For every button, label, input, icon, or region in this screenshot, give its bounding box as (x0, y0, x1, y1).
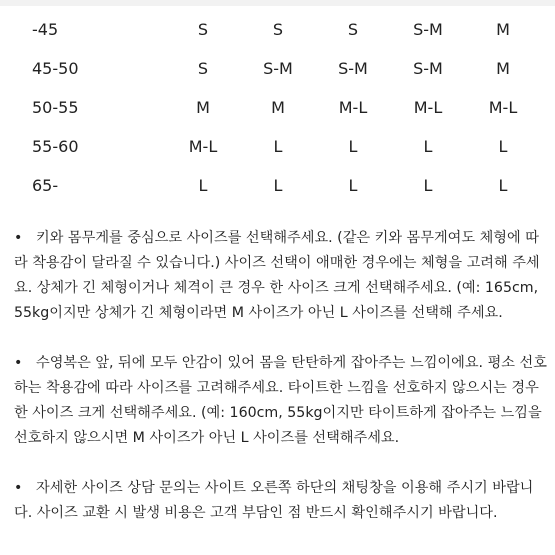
table-row (0, 10, 555, 49)
size-cell: M-L (413, 98, 443, 117)
size-cell: L (198, 176, 208, 195)
weight-range-cell: 65- (32, 176, 59, 195)
size-cell: L (498, 176, 508, 195)
note-text: 키와 몸무게를 중심으로 사이즈를 선택해주세요. (같은 키와 몸무게여도 체형에 따라 착용감이 달라질 수 있습니다.) 사이즈 선택이 애매한 경우에는 체형을 고려해 주세요. 상체가 긴 체형이거나 체격이 큰 경우 한 사이즈 크게 선택해주세요. (예: 165cm, 55kg이지만 상체가 긴 체형이라면 M 사이즈가 아닌 L 사이즈를 선택해 주세요. (14, 230, 540, 321)
note-paragraph (14, 226, 548, 326)
note-paragraph (14, 351, 548, 451)
size-guide-notes (14, 226, 548, 551)
size-cell: M-L (338, 98, 368, 117)
table-header-strip (0, 0, 555, 6)
note-paragraph (14, 476, 548, 526)
size-cell: S-M (413, 59, 443, 78)
size-cell: S (272, 20, 284, 39)
table-row (0, 88, 555, 127)
size-cell: M (196, 98, 210, 117)
size-cell: M (496, 20, 510, 39)
size-cell: L (273, 137, 283, 156)
table-row (0, 127, 555, 166)
size-cell: S-M (338, 59, 368, 78)
bullet-icon: • (14, 230, 23, 246)
size-cell: S (197, 59, 209, 78)
weight-range-cell: 50-55 (32, 98, 79, 117)
size-cell: M-L (188, 137, 218, 156)
size-chart-table (0, 10, 555, 205)
size-cell: M (271, 98, 285, 117)
weight-range-cell: 45-50 (32, 59, 79, 78)
weight-range-cell: -45 (32, 20, 59, 39)
weight-range-cell: 55-60 (32, 137, 79, 156)
size-cell: S (197, 20, 209, 39)
size-cell: L (348, 176, 358, 195)
size-cell: M (496, 59, 510, 78)
size-cell: L (348, 137, 358, 156)
size-cell: S (347, 20, 359, 39)
table-row (0, 49, 555, 88)
size-cell: L (423, 137, 433, 156)
bullet-icon: • (14, 355, 23, 371)
size-cell: L (498, 137, 508, 156)
note-text: 수영복은 앞, 뒤에 모두 안감이 있어 몸을 탄탄하게 잡아주는 느낌이에요. 평소 선호하는 착용감에 따라 사이즈를 고려해주세요. 타이트한 느낌을 선호하지 않으시는 경우 한 사이즈 크게 선택해주세요. (예: 160cm, 55kg이지만 타이트하게 잡아주는 느낌을 선호하지 않으시면 M 사이즈가 아닌 L 사이즈를 선택해주세요. (14, 355, 547, 446)
size-cell: L (423, 176, 433, 195)
note-text: 자세한 사이즈 상담 문의는 사이트 오른쪽 하단의 채팅창을 이용해 주시기 바랍니다. 사이즈 교환 시 발생 비용은 고객 부담인 점 반드시 확인해주시기 바랍니다. (14, 480, 534, 521)
bullet-icon: • (14, 480, 23, 496)
size-cell: S-M (413, 20, 443, 39)
size-cell: S-M (263, 59, 293, 78)
size-cell: L (273, 176, 283, 195)
table-row (0, 166, 555, 205)
size-cell: M-L (488, 98, 518, 117)
